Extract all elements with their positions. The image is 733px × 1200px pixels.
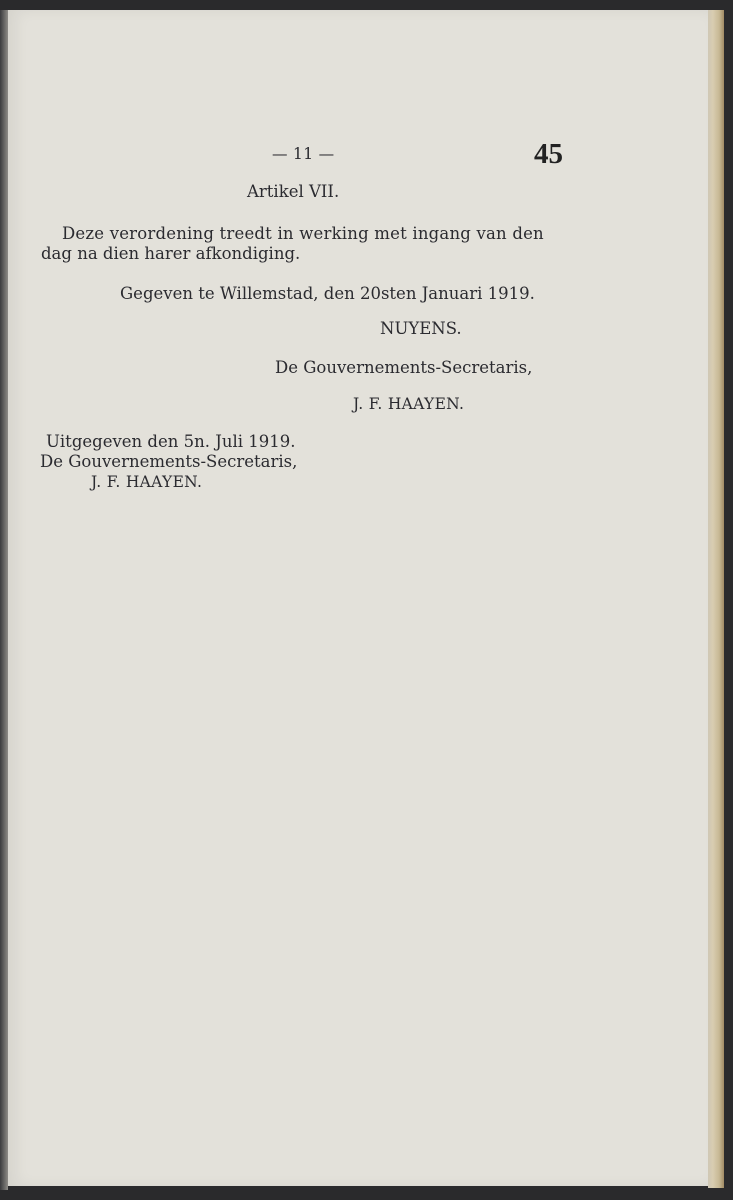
signatory-name: NUYENS. xyxy=(380,319,462,338)
book-spine-edge xyxy=(0,10,8,1190)
issued-name-line: J. F. HAAYEN. xyxy=(91,473,203,491)
secretary-title: De Gouvernements-Secretaris, xyxy=(275,358,533,377)
paragraph-line-2: dag na dien harer afkondiging. xyxy=(41,244,301,263)
document-page xyxy=(8,10,708,1186)
secretary-name: J. F. HAAYEN. xyxy=(353,395,465,413)
page-stack-edge xyxy=(708,10,724,1188)
stamped-page-number: 45 xyxy=(534,138,563,170)
given-at-line: Gegeven te Willemstad, den 20sten Januari 1919. xyxy=(120,284,535,303)
issued-title-line: De Gouvernements-Secretaris, xyxy=(40,452,298,471)
issued-date-line: Uitgegeven den 5n. Juli 1919. xyxy=(46,432,296,451)
article-heading: Artikel VII. xyxy=(247,182,340,201)
paragraph-line-1: Deze verordening treedt in werking met ingang van den xyxy=(62,224,544,243)
page-number-marker: — 11 — xyxy=(272,145,335,163)
